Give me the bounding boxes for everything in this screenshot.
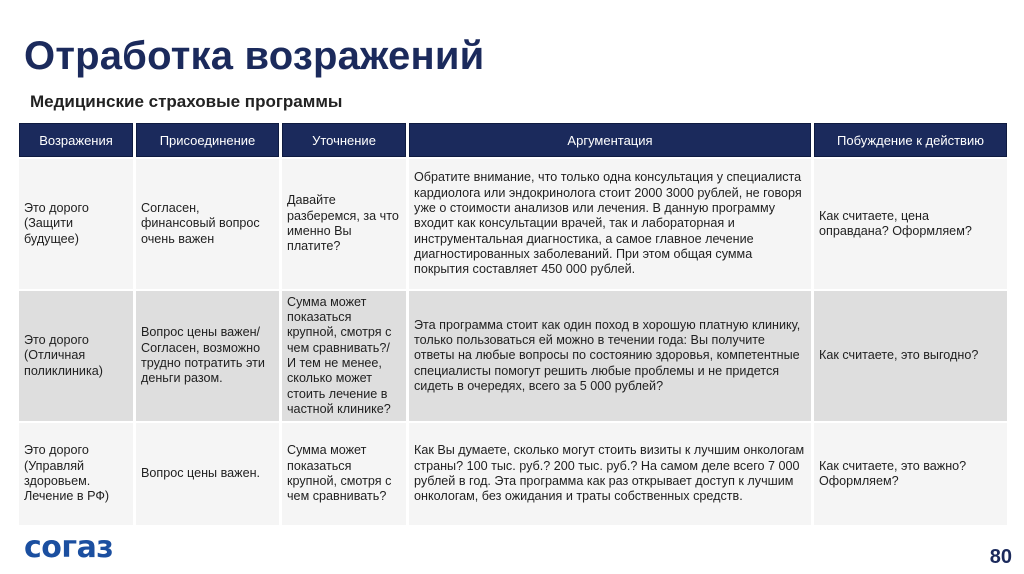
argument-cell: Обратите внимание, что только одна консультация у специалиста кардиолога или эндокринолога стоит 2000 3000 рублей, не говоря уже о стоимости анализов или лечения. В данную программу входит как консультации врачей, так и лабораторная и инструментальная диагностика, а самое главное лечение диагностированных заболеваний. При этом общая сумма покрытия составляет 450 000 рублей. [409,159,811,289]
clarification-cell: Сумма может показаться крупной, смотря с чем сравнивать? [282,423,406,525]
column-header-objections: Возражения [19,123,133,157]
objections-table [16,121,1010,527]
sogaz-logo: согаз [24,530,114,565]
call-to-action-cell: Как считаете, это выгодно? [814,291,1007,421]
column-header-clarification: Уточнение [282,123,406,157]
column-header-argument: Аргументация [409,123,811,157]
joining-cell: Вопрос цены важен. [136,423,279,525]
table-row [19,291,1007,421]
objection-cell: Это дорого (Управляй здоровьем. Лечение в РФ) [19,423,133,525]
page-title: Отработка возражений [24,34,485,78]
argument-cell: Как Вы думаете, сколько могут стоить визиты к лучшим онкологам страны? 100 тыс. руб.? 200 тыс. руб.? На самом деле всего 7 000 рублей в год. Эта программа как раз открывает доступ к лучшим онкологам, без ожидания и траты собственных средств. [409,423,811,525]
joining-cell: Согласен, финансовый вопрос очень важен [136,159,279,289]
page-number: 80 [989,546,1012,568]
objection-cell: Это дорого (Отличная поликлиника) [19,291,133,421]
clarification-cell: Сумма может показаться крупной, смотря с чем сравнивать?/ И тем не менее, сколько может стоить лечение в частной клинике? [282,291,406,421]
call-to-action-cell: Как считаете, цена оправдана? Оформляем? [814,159,1007,289]
table-header-row [19,123,1007,157]
table-row [19,159,1007,289]
call-to-action-cell: Как считаете, это важно? Оформляем? [814,423,1007,525]
argument-cell: Эта программа стоит как один поход в хорошую платную клинику, только пользоваться ей можно в течении года: Вы получите ответы на любые вопросы по состоянию здоровья, компетентные специалисты помогут решить любые проблемы и не придется сидеть в очередях, всего за 5 000 рублей? [409,291,811,421]
column-header-call-to-action: Побуждение к действию [814,123,1007,157]
table-row [19,423,1007,525]
page-subtitle: Медицинские страховые программы [30,92,343,111]
joining-cell: Вопрос цены важен/ Согласен, возможно трудно потратить эти деньги разом. [136,291,279,421]
column-header-joining: Присоединение [136,123,279,157]
clarification-cell: Давайте разберемся, за что именно Вы платите? [282,159,406,289]
objection-cell: Это дорого (Защити будущее) [19,159,133,289]
